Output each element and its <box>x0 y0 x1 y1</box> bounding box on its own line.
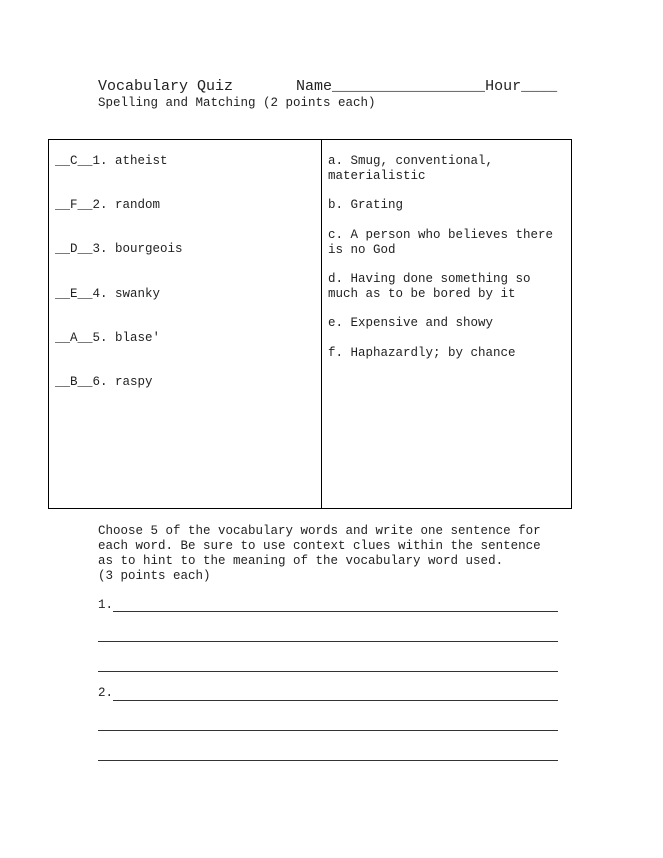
matching-word-5: __A__5. blase' <box>55 331 161 345</box>
instructions-text: Choose 5 of the vocabulary words and write one sentence for each word. Be sure to use context clues within the sentence as to hint to the meaning of the vocabulary word used. <box>98 524 541 568</box>
quiz-title-line: Vocabulary Quiz Name_________________Hour____ <box>98 78 558 95</box>
matching-word-2: __F__2. random <box>55 198 161 212</box>
sentence-number-1: 1. <box>98 598 114 612</box>
answer-line[interactable] <box>98 760 558 761</box>
matching-word-3: __D__3. bourgeois <box>55 242 183 256</box>
definition-a: a. Smug, conventional, materialistic <box>328 154 494 183</box>
definition-d: d. Having done something so much as to be bored by it <box>328 272 531 301</box>
matching-table <box>48 139 572 509</box>
instructions-points: (3 points each) <box>98 569 211 583</box>
answer-line[interactable] <box>113 611 558 612</box>
answer-line[interactable] <box>98 671 558 672</box>
answer-line[interactable] <box>98 730 558 731</box>
definition-e: e. Expensive and showy <box>328 316 494 330</box>
sentence-number-2: 2. <box>98 686 114 700</box>
sentence-instructions <box>98 524 563 584</box>
matching-word-1: __C__1. atheist <box>55 154 168 168</box>
quiz-subtitle: Spelling and Matching (2 points each) <box>98 96 376 110</box>
matching-word-4: __E__4. swanky <box>55 287 161 301</box>
answer-line[interactable] <box>98 641 558 642</box>
definition-f: f. Haphazardly; by chance <box>328 346 516 360</box>
answer-line[interactable] <box>113 700 558 701</box>
definition-b: b. Grating <box>328 198 404 212</box>
definition-c: c. A person who believes there is no God <box>328 228 554 257</box>
column-divider <box>321 140 322 508</box>
matching-word-6: __B__6. raspy <box>55 375 153 389</box>
